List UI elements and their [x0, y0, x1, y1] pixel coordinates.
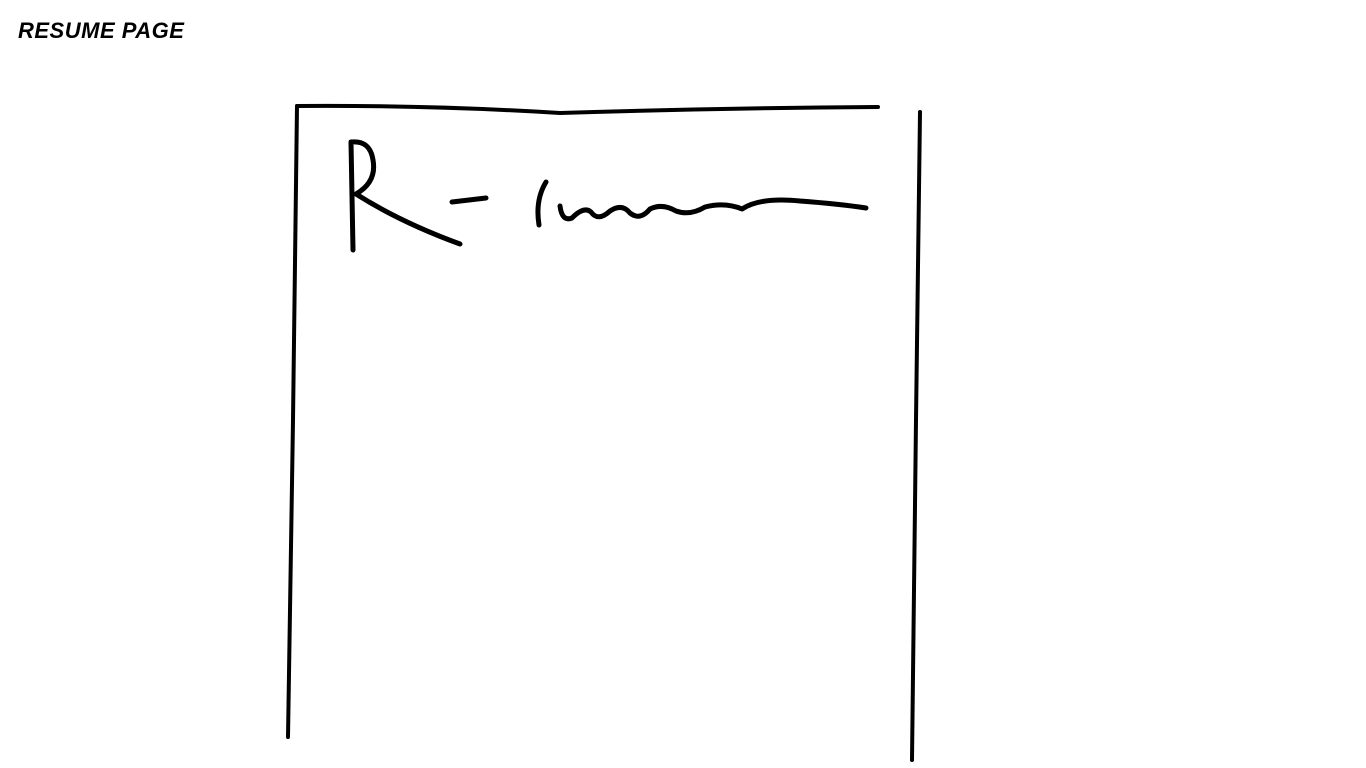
handwritten-letter-r: [351, 142, 460, 250]
frame-right-edge: [912, 112, 920, 760]
page-title: RESUME PAGE: [18, 18, 185, 43]
frame-left-edge: [288, 106, 297, 737]
frame-top-edge: [297, 106, 878, 113]
handwritten-resume-heading: [351, 142, 866, 250]
handwritten-letter-e: [452, 198, 486, 202]
resume-document-frame: [288, 106, 920, 760]
handwritten-word-tail: [538, 182, 866, 225]
